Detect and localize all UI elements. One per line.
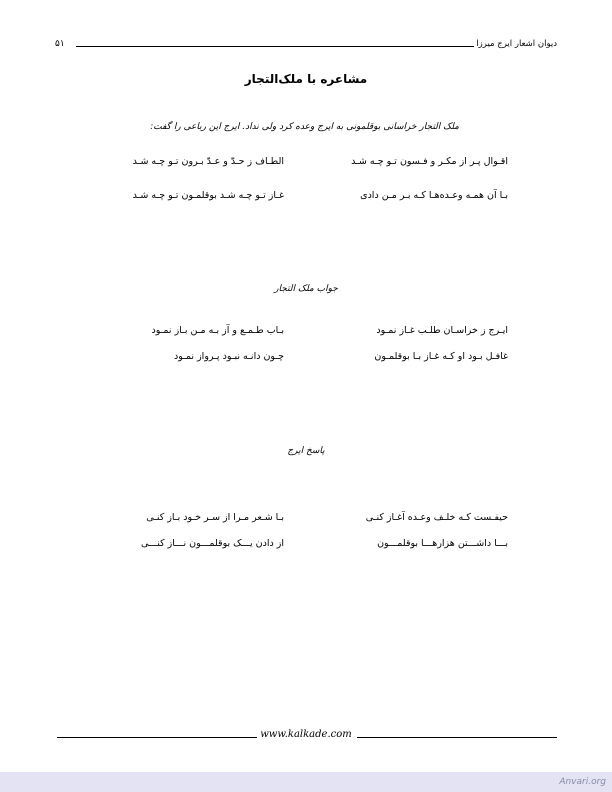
verse-6-first-hemistich: بـــا داشـــتن هزارهـــا بوقلمـــون — [377, 538, 508, 549]
watermark-text: Anvari.org — [559, 777, 606, 787]
running-header-title: دیوان اشعار ایرج میرزا — [476, 39, 557, 49]
verse-2-first-hemistich: بـا آن همـه وعـده‌هـا کـه بـر مـن دادی — [360, 190, 508, 201]
poem-intro: ملک التجار خراسانی بوقلمونی به ایرج وعده کرد ولی نداد. ایرج این رباعی را گفت: — [150, 122, 459, 132]
footer-url: www.kalkade.com — [260, 729, 352, 740]
verse-6-second-hemistich: از دادن یـــک بوقلمـــون نـــاز کنـــی — [141, 538, 284, 549]
verse-1-first-hemistich: اقـوال پـر از مکـر و فـسون تـو چـه شـد — [351, 156, 508, 167]
poem-title: مشاعره با ملک‌التجار — [244, 72, 368, 86]
section-heading-reply: جواب ملک التجار — [274, 284, 338, 294]
verse-4-second-hemistich: چـون دانـه نبـود پـرواز نمـود — [174, 351, 284, 362]
page-number: ۵۱ — [55, 39, 65, 49]
verse-2-second-hemistich: غـاز تـو چـه شـد بوقلمـون تـو چـه شـد — [132, 190, 284, 201]
verse-5-first-hemistich: حیفـست کـه خلـف وعـده آغـاز کنـی — [365, 512, 508, 523]
verse-4-first-hemistich: غافـل بـود او کـه غـاز بـا بوقلمـون — [374, 351, 508, 362]
bottom-band — [0, 772, 612, 792]
section-heading-answer: پاسخ ایرج — [287, 446, 325, 456]
verse-5-second-hemistich: بـا شـعر مـرا از سـر خـود بـاز کنـی — [146, 512, 284, 523]
header-rule — [76, 46, 474, 47]
footer-rule-right — [357, 737, 557, 738]
verse-3-first-hemistich: ایـرج ز خراسـان طلـب غـاز نمـود — [376, 325, 508, 336]
verse-1-second-hemistich: الطـاف ز حـدّ و عـدّ بـرون تـو چـه شـد — [132, 156, 284, 167]
verse-3-second-hemistich: بـاب طـمـع و آز بـه مـن بـاز نمـود — [151, 325, 284, 336]
